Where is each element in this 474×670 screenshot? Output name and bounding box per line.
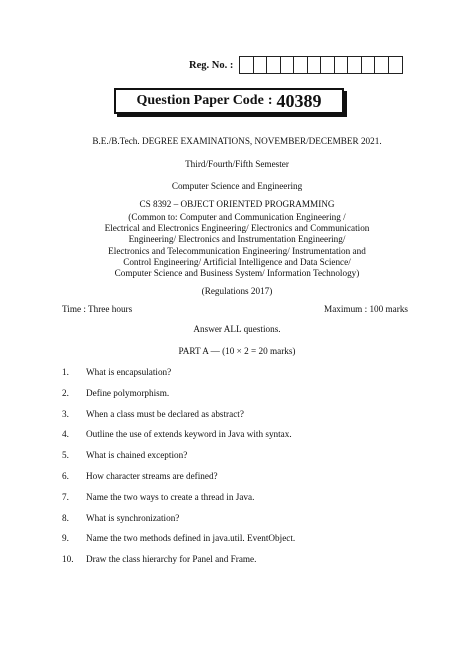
question-number: 10. <box>62 554 74 565</box>
question-number: 8. <box>62 512 69 523</box>
question-number: 6. <box>62 470 69 481</box>
question-number: 3. <box>62 408 69 419</box>
question-paper-code-box <box>114 88 344 114</box>
question-number: 9. <box>62 533 69 544</box>
question-item <box>62 388 442 409</box>
question-number: 2. <box>62 387 69 398</box>
reg-number-box[interactable] <box>308 57 322 73</box>
reg-number-box[interactable] <box>335 57 349 73</box>
question-text: What is encapsulation? <box>86 367 172 377</box>
reg-number-box[interactable] <box>321 57 335 73</box>
maximum-marks: Maximum : 100 marks <box>324 304 408 314</box>
common-to-line: Electronics and Telecommunication Engineering/ Instrumentation and <box>108 245 366 256</box>
question-text: What is synchronization? <box>86 512 180 523</box>
common-to-line: Control Engineering/ Artificial Intelligence and Data Science/ <box>123 256 351 267</box>
question-text: Outline the use of extends keyword in Java with syntax. <box>86 429 292 440</box>
question-number: 7. <box>62 491 69 502</box>
question-item <box>62 533 442 554</box>
exam-title: B.E./B.Tech. DEGREE EXAMINATIONS, NOVEMBER/DECEMBER 2021. <box>92 136 382 146</box>
question-number: 4. <box>62 429 69 440</box>
reg-number-box[interactable] <box>362 57 376 73</box>
question-text: When a class must be declared as abstract? <box>86 408 244 419</box>
reg-number-boxes <box>239 56 403 74</box>
question-item <box>62 450 442 471</box>
question-text: What is chained exception? <box>86 450 188 461</box>
reg-number-box[interactable] <box>267 57 281 73</box>
common-to-line: Electrical and Electronics Engineering/ Electronics and Communication <box>104 223 370 234</box>
question-list <box>62 367 442 575</box>
reg-number-box[interactable] <box>348 57 362 73</box>
question-item <box>62 409 442 430</box>
question-text: Name the two ways to create a thread in Java. <box>86 491 255 502</box>
regulations: (Regulations 2017) <box>201 286 273 296</box>
reg-number-box[interactable] <box>389 57 403 73</box>
course-title: CS 8392 – OBJECT ORIENTED PROGRAMMING <box>139 199 335 209</box>
question-paper-code-separator: : <box>267 93 273 108</box>
reg-number-box[interactable] <box>254 57 268 73</box>
department: Computer Science and Engineering <box>171 181 303 191</box>
question-item <box>62 554 442 575</box>
part-a-heading: PART A — (10 × 2 = 20 marks) <box>178 346 296 356</box>
question-number: 5. <box>62 450 69 461</box>
question-item <box>62 471 442 492</box>
question-text: Draw the class hierarchy for Panel and Frame. <box>86 554 257 565</box>
reg-number-box[interactable] <box>294 57 308 73</box>
question-number: 1. <box>62 367 69 377</box>
reg-number-row <box>189 56 403 74</box>
common-to-line: Computer Science and Business System/ Information Technology) <box>114 268 360 279</box>
semester: Third/Fourth/Fifth Semester <box>185 159 289 169</box>
question-text: How character streams are defined? <box>86 470 218 481</box>
question-item <box>62 492 442 513</box>
question-paper-code-label: Question Paper Code <box>136 93 264 108</box>
reg-number-box[interactable] <box>240 57 254 73</box>
question-item <box>62 513 442 534</box>
question-text: Define polymorphism. <box>86 387 170 398</box>
reg-number-box[interactable] <box>281 57 295 73</box>
instructions: Answer ALL questions. <box>193 324 281 334</box>
common-to-block <box>30 212 444 279</box>
time-allowed: Time : Three hours <box>62 304 133 314</box>
question-item <box>62 429 442 450</box>
common-to-line: Engineering/ Electronics and Instrumentation Engineering/ <box>128 234 346 245</box>
time-marks-row <box>62 304 408 314</box>
question-item <box>62 367 442 388</box>
reg-number-box[interactable] <box>375 57 389 73</box>
question-text: Name the two methods defined in java.util. EventObject. <box>86 533 296 544</box>
reg-number-label: Reg. No. : <box>189 59 234 71</box>
question-paper-code: 40389 <box>276 90 322 111</box>
common-to-line: (Common to: Computer and Communication Engineering / <box>128 212 346 222</box>
